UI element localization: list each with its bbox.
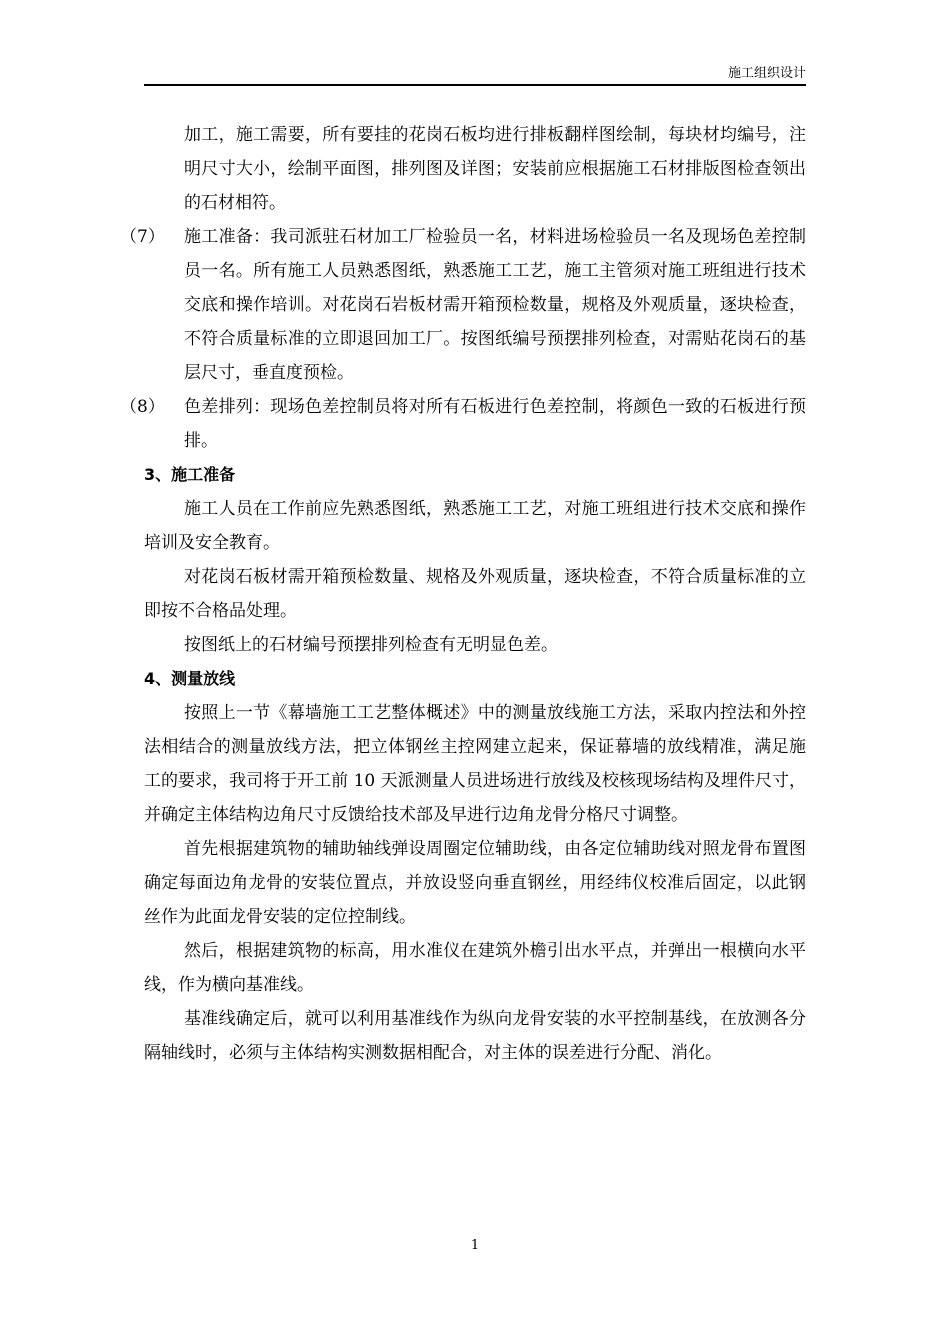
continuation-paragraph: 加工，施工需要，所有要挂的花岗石板均进行排板翻样图绘制，每块材均编号，注明尺寸大小，绘制平面图，排列图及详图；安装前应根据施工石材排版图检查领出的石材相符。 <box>184 125 806 213</box>
list-item-number: （8） <box>120 397 165 417</box>
header-rule <box>144 84 806 86</box>
list-item <box>120 390 806 458</box>
section-heading: 4、测量放线 <box>144 669 236 688</box>
list-item-text: 色差排列：现场色差控制员将对所有石板进行色差控制，将颜色一致的石板进行预排。 <box>184 397 806 451</box>
paragraph: 施工人员在工作前应先熟悉图纸，熟悉施工工艺，对施工班组进行技术交底和操作培训及安全教育。 <box>144 499 806 553</box>
paragraph: 对花岗石板材需开箱预检数量、规格及外观质量，逐块检查，不符合质量标准的立即按不合格品处理。 <box>144 567 806 621</box>
section-heading: 3、施工准备 <box>144 465 236 484</box>
list-item-number: （7） <box>120 227 165 247</box>
document-body <box>120 118 806 1070</box>
page-number: 1 <box>470 1238 480 1253</box>
page-header: 施工组织设计 <box>727 66 806 81</box>
paragraph: 首先根据建筑物的辅助轴线弹设周圈定位辅助线，由各定位辅助线对照龙骨布置图确定每面边角龙骨的安装位置点，并放设竖向垂直钢丝，用经纬仪校准后固定，以此钢丝作为此面龙骨安装的定位控制线。 <box>144 839 806 927</box>
paragraph: 基准线确定后，就可以利用基准线作为纵向龙骨安装的水平控制基线，在放测各分隔轴线时，必须与主体结构实测数据相配合，对主体的误差进行分配、消化。 <box>144 1009 806 1063</box>
list-item <box>120 220 806 390</box>
list-item-text: 施工准备：我司派驻石材加工厂检验员一名，材料进场检验员一名及现场色差控制员一名。所有施工人员熟悉图纸，熟悉施工工艺，施工主管须对施工班组进行技术交底和操作培训。对花岗石岩板材需开箱预检数量，规格及外观质量，逐块检查，不符合质量标准的立即退回加工厂。按图纸编号预摆排列检查，对需贴花岗石的基层尺寸，垂直度预检。 <box>184 227 806 383</box>
paragraph: 按图纸上的石材编号预摆排列检查有无明显色差。 <box>184 635 558 655</box>
paragraph: 然后，根据建筑物的标高，用水准仪在建筑外檐引出水平点，并弹出一根横向水平线，作为横向基准线。 <box>144 941 806 995</box>
paragraph: 按照上一节《幕墙施工工艺整体概述》中的测量放线施工方法，采取内控法和外控法相结合的测量放线方法，把立体钢丝主控网建立起来，保证幕墙的放线精准，满足施工的要求，我司将于开工前 10 天派测量人员进场进行放线及校核现场结构及埋件尺寸，并确定主体结构边角尺寸反馈给技术部及早进行边角龙骨分格尺寸调整。 <box>144 703 806 825</box>
